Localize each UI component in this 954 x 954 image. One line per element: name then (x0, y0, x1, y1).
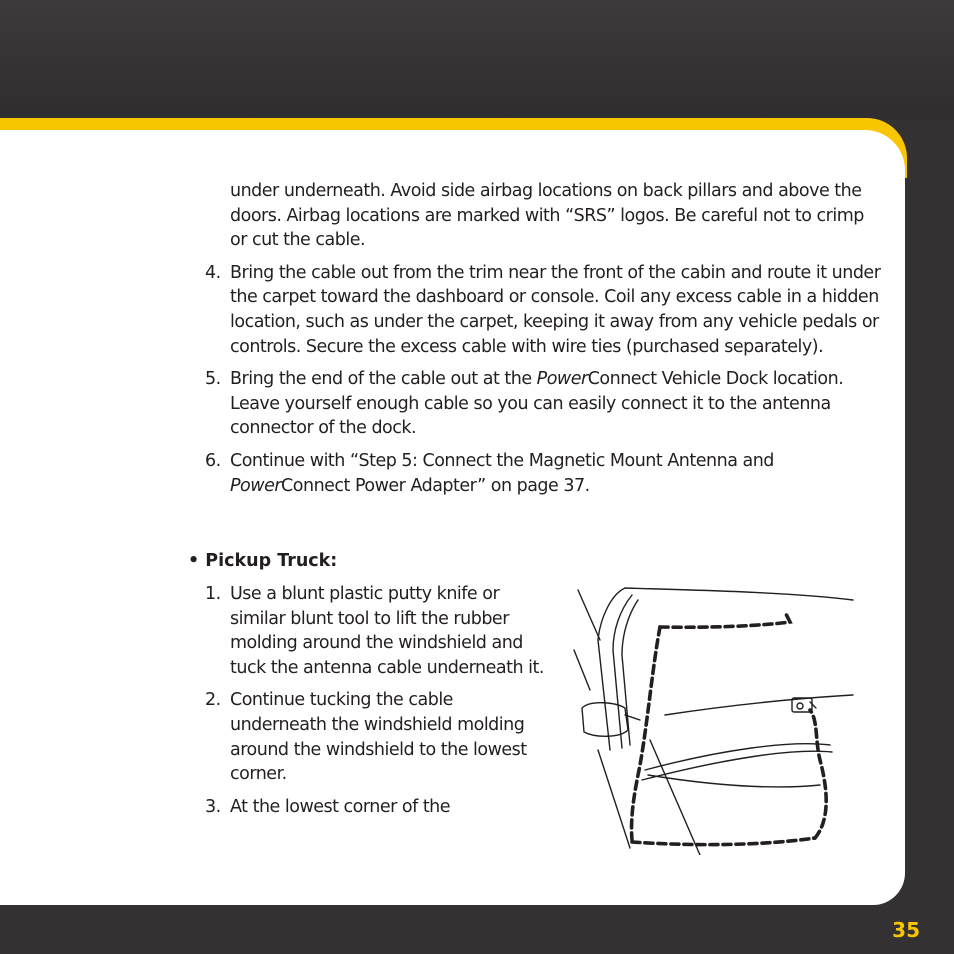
step-text-rest: Connect Vehicle Dock location. Leave yourself enough cable so you can easily connect it to the antenna connector of the dock. (230, 369, 844, 439)
step-number: 1. (205, 584, 221, 604)
section-heading: • Pickup Truck: (188, 551, 338, 571)
step-text: Use a blunt plastic putty knife or similar blunt tool to lift the rubber molding around the windshield and tuck the antenna cable underneath it. (230, 584, 544, 678)
manual-steps (205, 179, 885, 498)
header-band (0, 0, 954, 120)
step-item (205, 449, 885, 498)
pickup-truck-windshield-cable-routing-illustration (570, 580, 860, 855)
step-number: 2. (205, 690, 221, 711)
step-text-lead: Continue with “Step 5: Connect the Magnetic Mount Antenna and (230, 450, 774, 471)
step-text-lead: Bring the end of the cable out at the (230, 369, 537, 390)
step-number: 6. (205, 450, 221, 471)
step-text: Bring the cable out from the trim near the front of the cabin and route it under the carpet toward the dashboard or console. Coil any excess cable in a hidden location, such as under the carpet, keeping it away from any vehicle pedals or controls. Secure the excess cable with wire ties (purchased separately). (230, 262, 881, 357)
step-item (205, 688, 545, 786)
step-text: At the lowest corner of the (230, 796, 451, 817)
continued-paragraph: under underneath. Avoid side airbag locations on back pillars and above the doors. Airbag locations are marked with “SRS” logos. Be careful not to crimp or cut the cable. (230, 181, 864, 251)
pickup-steps (205, 582, 545, 819)
step-item (205, 261, 885, 359)
brand-italic: Power (536, 369, 588, 390)
brand-italic: Power (230, 475, 282, 496)
step-number: 5. (205, 369, 221, 390)
step-number: 3. (205, 796, 221, 817)
step-item (205, 582, 545, 680)
step-text: Continue tucking the cable underneath the windshield molding around the windshield to the lowest corner. (230, 690, 527, 785)
step-number: 4. (205, 262, 221, 283)
step-text-rest: Connect Power Adapter” on page 37. (281, 475, 590, 496)
page-number: 35 (892, 918, 920, 942)
step-item (205, 367, 885, 441)
step-item (205, 795, 545, 820)
